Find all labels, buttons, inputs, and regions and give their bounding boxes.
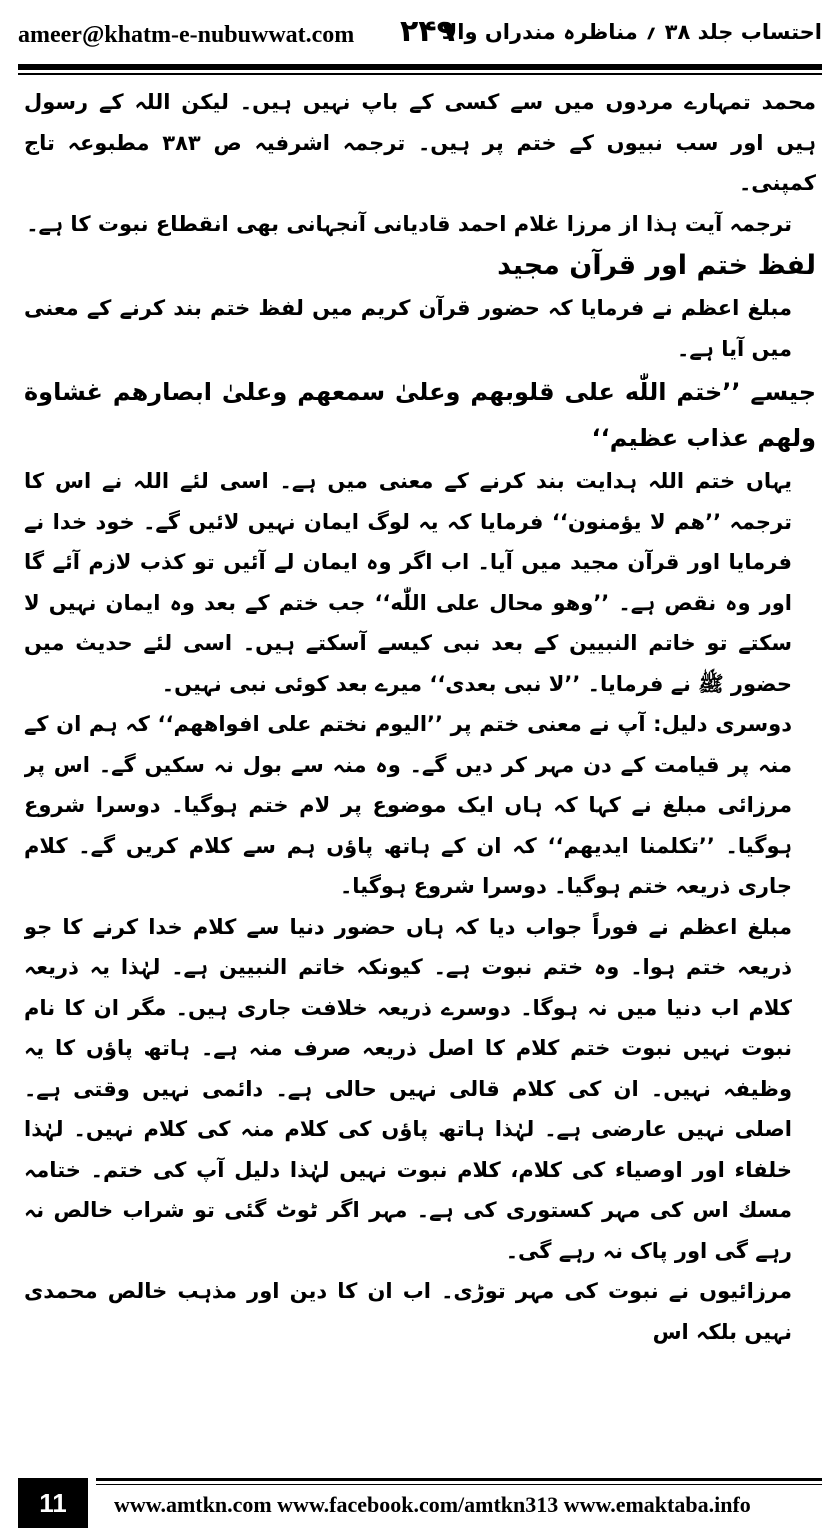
footer-links[interactable]: www.amtkn.com www.facebook.com/amtkn313 www.emaktaba.info [114, 1492, 751, 1517]
header-rule-thick [18, 64, 822, 70]
paragraph-5: دوسری دلیل: آپ نے معنی ختم پر ’’الیوم نختم علی افواههم‘‘ کہ ہم ان کے منہ پر قیامت کے دن مہر کر دیں گے۔ وہ منہ سے بول نہ سکیں گے۔ اس پر مرزائی مبلغ نے کہا کہ ہاں ایک موضوع پر لام ختم ہوگیا۔ دوسرا شروع ہوگیا۔ ’’تکلمنا ایدیهم‘‘ کہ ان کے ہاتھ پاؤں ہم سے کلام کریں گے۔ کلام جاری ذریعہ ختم ہوگیا۔ دوسرا شروع ہوگیا۔ [24, 712, 792, 898]
paragraph-4: یہاں ختم اللہ ہدایت بند کرنے کے معنی میں ہے۔ اسی لئے اللہ نے اس کا ترجمہ ’’هم لا یؤمنون‘‘ فرمایا کہ یہ لوگ ایمان نہیں لائیں گے۔ خود خدا نے فرمایا اور قرآن مجید میں آیا۔ اب اگر وہ ایمان لے آئیں تو کذب لازم آئے گا اور وہ نقص ہے۔ ’’وهو محال علی اللّٰه‘‘ جب ختم کے بعد وہ ایمان نہیں لا سکتے تو خاتم النبیین کے بعد نبی کیسے آسکتے ہیں۔ اسی لئے حدیث میں حضور ﷺ نے فرمایا۔ ’’لا نبی بعدی‘‘ میرے بعد کوئی نبی نہیں۔ [24, 469, 792, 696]
page-body [24, 82, 816, 1462]
header-email: ameer@khatm-e-nubuwwat.com [18, 22, 355, 48]
paragraph-quran-quote: جیسے ’’ختم اللّٰه علی قلوبهم وعلیٰ سمعهم وعلیٰ ابصارهم غشاوة ولهم عذاب عظیم‘‘ [24, 378, 816, 452]
header-rule-thin [18, 73, 822, 75]
paragraph-3: مبلغ اعظم نے فرمایا کہ حضور قرآن کریم میں لفظ ختم بند کرنے کے معنی میں آیا ہے۔ [24, 296, 792, 361]
section-heading: لفظ ختم اور قرآن مجید [497, 250, 816, 281]
paragraph-2: ترجمہ آیت ہذا از مرزا غلام احمد قادیانی آنجہانی بھی انقطاع نبوت کا ہے۔ [26, 211, 792, 236]
footer-rule [96, 1478, 822, 1481]
header-book-title: احتساب جلد ۳۸ ؍ مناظرہ مندراں والا [441, 20, 822, 44]
page-footer [18, 1478, 822, 1528]
header-page-number: ۲۴۹ [400, 14, 455, 49]
page-header [18, 14, 822, 58]
paragraph-7: مرزائیوں نے نبوت کی مہر توڑی۔ اب ان کا دین اور مذہب خالص محمدی نہیں بلکہ اس [24, 1279, 792, 1344]
footer-rule-thin [96, 1484, 822, 1485]
paragraph-1: محمد تمہارے مردوں میں سے کسی کے باپ نہیں ہیں۔ لیکن اللہ کے رسول ہیں اور سب نبیوں کے ختم پر ہیں۔ ترجمہ اشرفیہ ص ۳۸۳ مطبوعہ تاج کمپنی۔ [24, 90, 816, 195]
footer-sheet-number: 11 [18, 1478, 88, 1528]
paragraph-6: مبلغ اعظم نے فوراً جواب دیا کہ ہاں حضور دنیا سے کلام خدا کرنے کا جو ذریعہ ختم ہوا۔ وہ ختم نبوت ہے۔ کیونکہ خاتم النبیین ہے۔ لہٰذا یہ ذریعہ کلام اب دنیا میں نہ ہوگا۔ دوسرے ذریعہ خلافت جاری ہیں۔ مگر ان کا نام نبوت نہیں نبوت ختم کلام کا اصل ذریعہ صرف منہ ہے۔ ہاتھ پاؤں کا یہ وظیفہ نہیں۔ ان کی کلام قالی نہیں حالی ہے۔ دائمی نہیں وقتی ہے۔ اصلی نہیں عارضی ہے۔ لہٰذا ہاتھ پاؤں کی کلام منہ کی کلام نہیں۔ لہٰذا خلفاء اور اوصیاء کی کلام، کلام نبوت نہیں لہٰذا دلیل آپ کی ختم۔ ختامہ مسك اس کی مہر کستوری کی ہے۔ مہر اگر ٹوٹ گئی تو شراب خالص نہ رہے گی اور پاک نہ رہے گی۔ [24, 914, 792, 1263]
